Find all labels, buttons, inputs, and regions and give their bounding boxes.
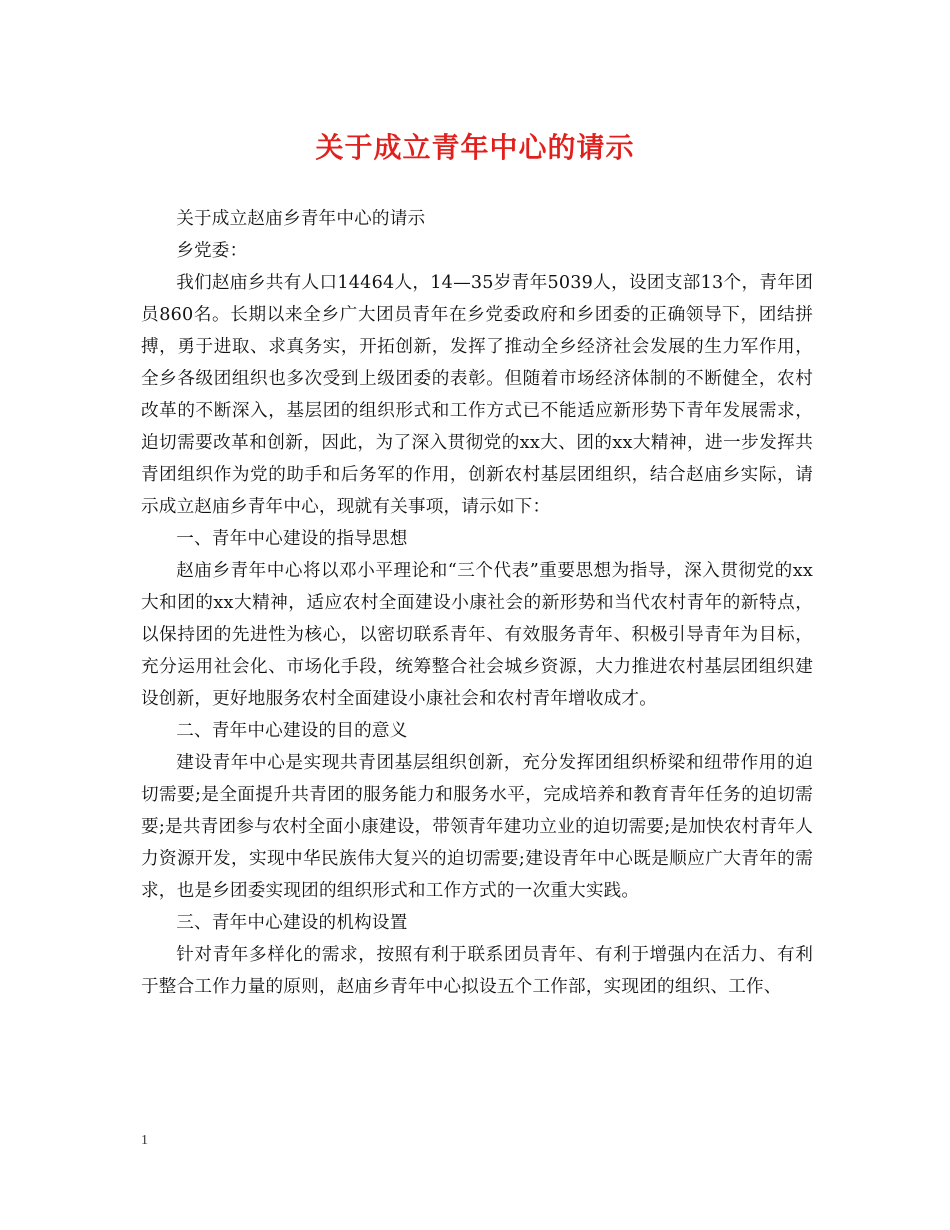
section-heading-3: 三、青年中心建设的机构设置 [176, 913, 408, 933]
page-number: 1 [141, 1133, 148, 1148]
document-title: 关于成立青年中心的请示 [315, 131, 635, 164]
body-paragraph-purpose: 建设青年中心是实现共青团基层组织创新，充分发挥团组织桥梁和纽带作用的迫切需要;是全面提升共青团的服务能力和服务水平，完成培养和教育青年任务的迫切需要;是共青团参与农村全面小康建设，带领青年建功立业的迫切需要;是加快农村青年人力资源开发，实现中华民族伟大复兴的迫切需要;建设青年中心既是顺应广大青年的需求，也是乡团委实现团的组织形式和工作方式的一次重大实践。 [141, 753, 813, 901]
section-heading-1: 一、青年中心建设的指导思想 [176, 529, 408, 549]
document-body [141, 203, 813, 1003]
subject-line: 关于成立赵庙乡青年中心的请示 [176, 209, 426, 229]
body-paragraph-intro: 我们赵庙乡共有人口14464人，14—35岁青年5039人，设团支部13个，青年团员860名。长期以来全乡广大团员青年在乡党委政府和乡团委的正确领导下，团结拼搏，勇于进取、求真务实，开拓创新，发挥了推动全乡经济社会发展的生力军作用，全乡各级团组织也多次受到上级团委的表彰。但随着市场经济体制的不断健全，农村改革的不断深入，基层团的组织形式和工作方式已不能适应新形势下青年发展需求，迫切需要改革和创新，因此，为了深入贯彻党的xx大、团的xx大精神，进一步发挥共青团组织作为党的助手和后务军的作用，创新农村基层团组织，结合赵庙乡实际，请示成立赵庙乡青年中心，现就有关事项，请示如下： [141, 273, 813, 517]
addressee-line: 乡党委： [176, 241, 248, 261]
body-paragraph-guiding-ideology: 赵庙乡青年中心将以邓小平理论和“三个代表”重要思想为指导，深入贯彻党的xx大和团的xx大精神，适应农村全面建设小康社会的新形势和当代农村青年的新特点，以保持团的先进性为核心，以密切联系青年、有效服务青年、积极引导青年为目标，充分运用社会化、市场化手段，统筹整合社会城乡资源，大力推进农村基层团组织建设创新，更好地服务农村全面建设小康社会和农村青年增收成才。 [141, 561, 813, 709]
section-heading-2: 二、青年中心建设的目的意义 [176, 721, 408, 741]
body-paragraph-structure: 针对青年多样化的需求，按照有利于联系团员青年、有利于增强内在活力、有利于整合工作力量的原则，赵庙乡青年中心拟设五个工作部，实现团的组织、工作、 [141, 945, 813, 997]
